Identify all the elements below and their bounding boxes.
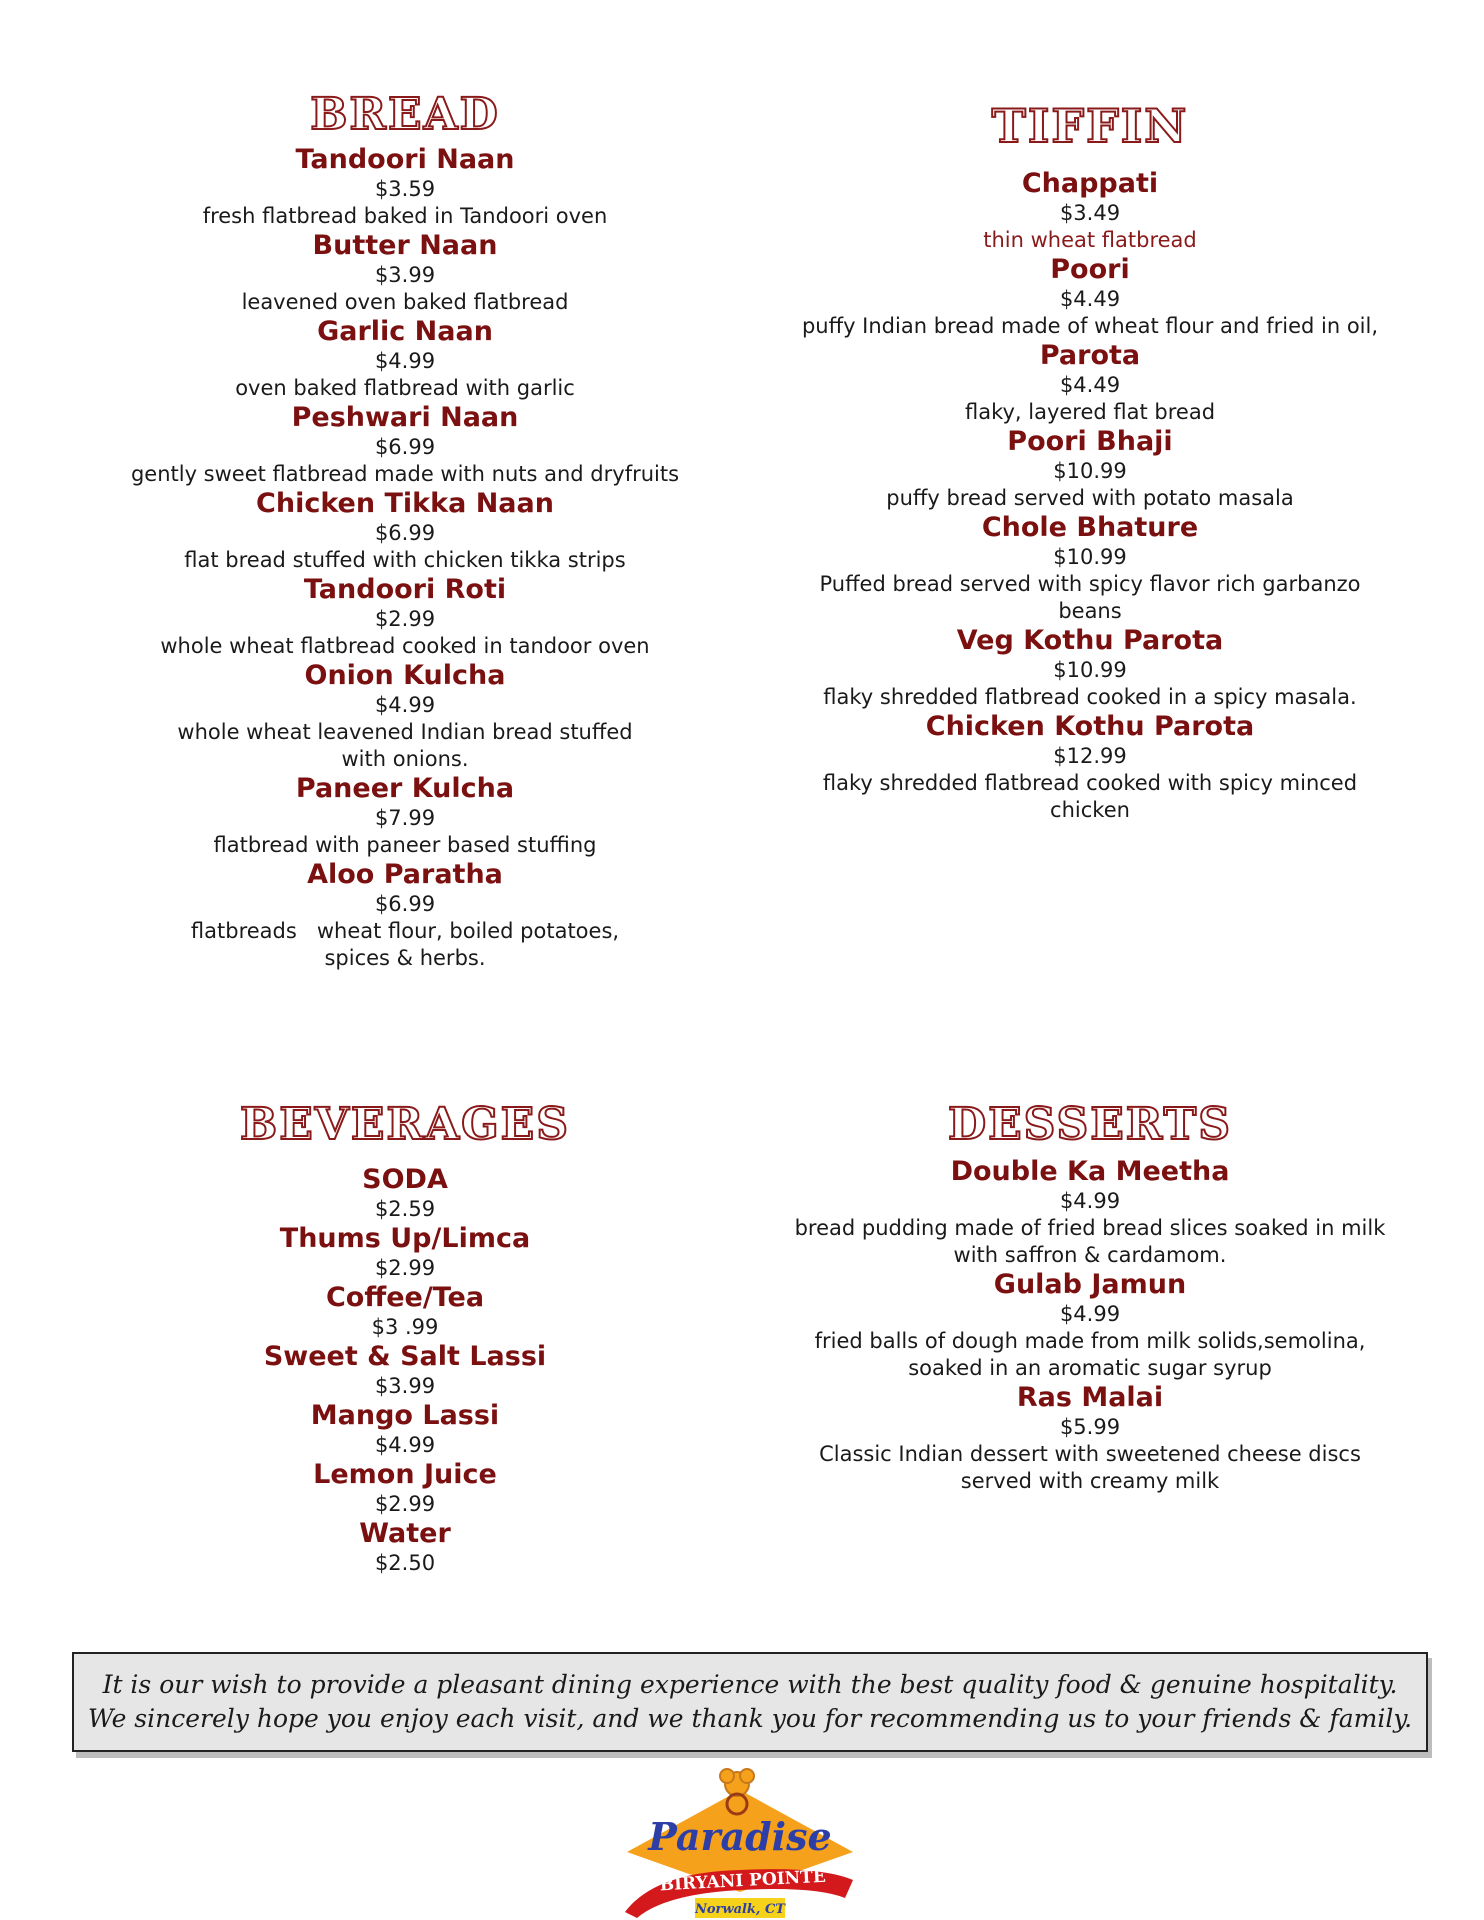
item-description: flaky, layered flat bread	[964, 400, 1216, 424]
menu-item	[90, 488, 720, 574]
menu-item	[770, 711, 1410, 824]
item-price: $5.99	[1059, 1415, 1121, 1439]
item-description: flat bread stuffed with chicken tikka strips	[184, 548, 626, 572]
menu-item	[90, 574, 720, 660]
section-title-desserts: DESSERTS	[947, 1099, 1233, 1150]
item-price: $4.99	[1059, 1302, 1121, 1326]
item-price: $4.49	[1059, 287, 1121, 311]
item-price: $10.99	[1053, 459, 1127, 483]
item-description: gently sweet flatbread made with nuts and dryfruits	[130, 462, 680, 486]
item-price: $12.99	[1053, 744, 1127, 768]
menu-item	[770, 426, 1410, 512]
item-name: Tandoori Naan	[295, 144, 515, 175]
item-name: Double Ka Meetha	[950, 1156, 1230, 1187]
item-name: Chole Bhature	[981, 512, 1199, 543]
item-description: flaky shredded flatbread cooked with spicy minced chicken	[822, 771, 1358, 822]
paradise-biryani-pointe-logo	[615, 1762, 865, 1920]
menu-item	[90, 660, 720, 773]
menu-item	[90, 859, 720, 972]
item-name: Water	[359, 1518, 451, 1549]
item-name: Coffee/Tea	[325, 1282, 485, 1313]
item-price: $2.99	[374, 1256, 436, 1280]
footer-message-box	[72, 1652, 1428, 1752]
menu-item	[770, 1382, 1410, 1495]
item-price: $3.99	[374, 263, 436, 287]
item-description: puffy Indian bread made of wheat flour and fried in oil,	[801, 314, 1379, 338]
beverages-section	[90, 1100, 720, 1577]
menu-item	[770, 1156, 1410, 1269]
section-title-beverages: BEVERAGES	[240, 1099, 570, 1150]
item-description: bread pudding made of fried bread slices soaked in milk with saffron & cardamom.	[794, 1216, 1386, 1267]
item-name: Poori Bhaji	[1007, 426, 1173, 457]
item-name: Sweet & Salt Lassi	[263, 1341, 547, 1372]
item-name: Chappati	[1021, 168, 1159, 199]
item-price: $7.99	[374, 806, 436, 830]
menu-item	[90, 1341, 720, 1400]
bread-items	[90, 144, 720, 972]
item-description: flaky shredded flatbread cooked in a spicy masala.	[823, 685, 1357, 709]
item-price: $2.99	[374, 607, 436, 631]
item-price: $3.99	[374, 1374, 436, 1398]
item-description: leavened oven baked flatbread	[241, 290, 569, 314]
item-price: $6.99	[374, 521, 436, 545]
item-price: $4.99	[1059, 1189, 1121, 1213]
item-name: Onion Kulcha	[304, 660, 506, 691]
menu-item	[90, 1459, 720, 1518]
menu-item	[770, 1269, 1410, 1382]
logo-brand-text: Paradise	[648, 1814, 832, 1859]
item-description: fried balls of dough made from milk solids,semolina, soaked in an aromatic sugar syrup	[814, 1329, 1366, 1380]
desserts-section	[770, 1100, 1410, 1495]
item-name: Chicken Kothu Parota	[925, 711, 1255, 742]
item-name: Tandoori Roti	[303, 574, 507, 605]
item-price: $4.99	[374, 1433, 436, 1457]
item-price: $6.99	[374, 435, 436, 459]
menu-item	[90, 230, 720, 316]
footer-line-2: We sincerely hope you enjoy each visit, and we thank you for recommending us to your friends & family.	[87, 1704, 1413, 1733]
menu-item	[90, 773, 720, 859]
item-price: $2.50	[374, 1551, 436, 1575]
item-description: fresh flatbread baked in Tandoori oven	[202, 204, 608, 228]
menu-item	[770, 254, 1410, 340]
item-name: Veg Kothu Parota	[956, 625, 1224, 656]
item-price: $2.59	[374, 1197, 436, 1221]
item-name: Aloo Paratha	[307, 859, 503, 890]
item-description: whole wheat leavened Indian bread stuffed with onions.	[177, 720, 633, 771]
item-description: oven baked flatbread with garlic	[235, 376, 575, 400]
item-name: Chicken Tikka Naan	[256, 488, 554, 519]
item-price: $4.99	[374, 349, 436, 373]
item-price: $3 .99	[371, 1315, 439, 1339]
tiffin-items	[770, 168, 1410, 824]
menu-item	[90, 1518, 720, 1577]
footer-line-1: It is our wish to provide a pleasant dining experience with the best quality food & genuine hospitality.	[102, 1670, 1398, 1699]
item-name: Paneer Kulcha	[295, 773, 515, 804]
item-description: puffy bread served with potato masala	[886, 486, 1294, 510]
item-price: $3.49	[1059, 201, 1121, 225]
desserts-items	[770, 1156, 1410, 1495]
item-name: Peshwari Naan	[291, 402, 519, 433]
item-name: Thums Up/Limca	[279, 1223, 531, 1254]
logo-location-text: Norwalk, CT	[694, 1902, 786, 1917]
menu-item	[770, 625, 1410, 711]
menu-item	[90, 1400, 720, 1459]
beverages-items	[90, 1164, 720, 1577]
item-description: flatbreads wheat flour, boiled potatoes, spices & herbs.	[190, 919, 626, 970]
item-price: $6.99	[374, 892, 436, 916]
item-name: Mango Lassi	[310, 1400, 500, 1431]
item-price: $4.49	[1059, 373, 1121, 397]
menu-item	[90, 1164, 720, 1223]
item-name: Garlic Naan	[317, 316, 493, 347]
item-price: $2.99	[374, 1492, 436, 1516]
menu-item	[90, 1223, 720, 1282]
item-description: Classic Indian dessert with sweetened cheese discs served with creamy milk	[819, 1442, 1361, 1493]
item-name: Ras Malai	[1016, 1382, 1164, 1413]
item-description: whole wheat flatbread cooked in tandoor oven	[160, 634, 650, 658]
menu-item	[90, 402, 720, 488]
item-name: Lemon Juice	[313, 1459, 497, 1490]
item-name: Parota	[1039, 340, 1141, 371]
menu-item	[770, 512, 1410, 625]
item-description: thin wheat flatbread	[983, 228, 1197, 252]
item-name: Butter Naan	[312, 230, 498, 261]
section-title-tiffin: TIFFIN	[991, 99, 1189, 153]
item-price: $4.99	[374, 693, 436, 717]
item-description: flatbread with paneer based stuffing	[213, 833, 597, 857]
item-name: SODA	[362, 1164, 448, 1195]
menu-item	[770, 340, 1410, 426]
item-name: Gulab Jamun	[993, 1269, 1187, 1300]
bread-section	[90, 90, 720, 972]
item-price: $10.99	[1053, 545, 1127, 569]
item-name: Poori	[1050, 254, 1130, 285]
menu-item	[90, 144, 720, 230]
menu-item	[90, 316, 720, 402]
tiffin-section	[770, 100, 1410, 824]
logo-subtitle-text: BIRYANI POINTE	[659, 1866, 827, 1896]
section-title-bread: BREAD	[310, 89, 500, 140]
item-price: $3.59	[374, 177, 436, 201]
item-price: $10.99	[1053, 658, 1127, 682]
menu-item	[770, 168, 1410, 254]
menu-item	[90, 1282, 720, 1341]
item-description: Puffed bread served with spicy flavor rich garbanzo beans	[819, 572, 1361, 623]
